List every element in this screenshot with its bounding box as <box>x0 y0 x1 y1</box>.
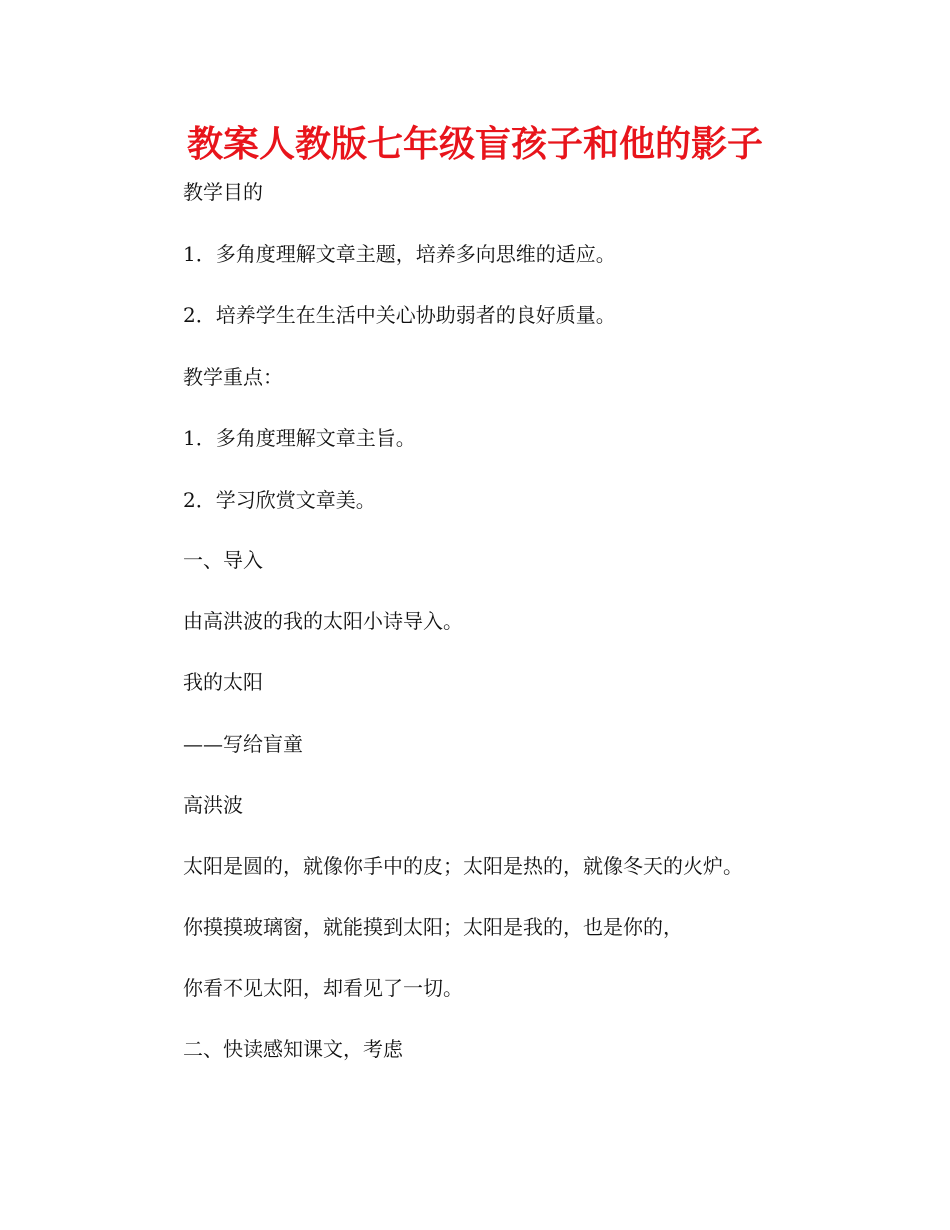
poem-line: 你摸摸玻璃窗，就能摸到太阳；太阳是我的，也是你的， <box>183 915 683 939</box>
poem-line: 太阳是圆的，就像你手中的皮；太阳是热的，就像冬天的火炉。 <box>183 854 743 878</box>
poem-subtitle: ——写给盲童 <box>183 732 303 756</box>
section-heading-teaching-goals: 教学目的 <box>183 180 263 204</box>
paragraph-line: 1．多角度理解文章主旨。 <box>183 426 416 450</box>
document-title: 教案人教版七年级盲孩子和他的影子 <box>186 124 763 165</box>
section-heading-introduction: 一、导入 <box>183 548 263 572</box>
paragraph-line: 2．培养学生在生活中关心协助弱者的良好质量。 <box>183 303 616 327</box>
section-heading-quick-reading: 二、快读感知课文，考虑 <box>183 1037 403 1061</box>
poem-title: 我的太阳 <box>183 670 263 694</box>
paragraph-line: 2．学习欣赏文章美。 <box>183 488 376 512</box>
paragraph-line: 由高洪波的我的太阳小诗导入。 <box>183 609 463 633</box>
paragraph-line: 1．多角度理解文章主题，培养多向思维的适应。 <box>183 242 616 266</box>
poem-author: 高洪波 <box>183 793 243 817</box>
poem-line: 你看不见太阳，却看见了一切。 <box>183 976 463 1000</box>
section-heading-teaching-focus: 教学重点： <box>183 365 283 389</box>
